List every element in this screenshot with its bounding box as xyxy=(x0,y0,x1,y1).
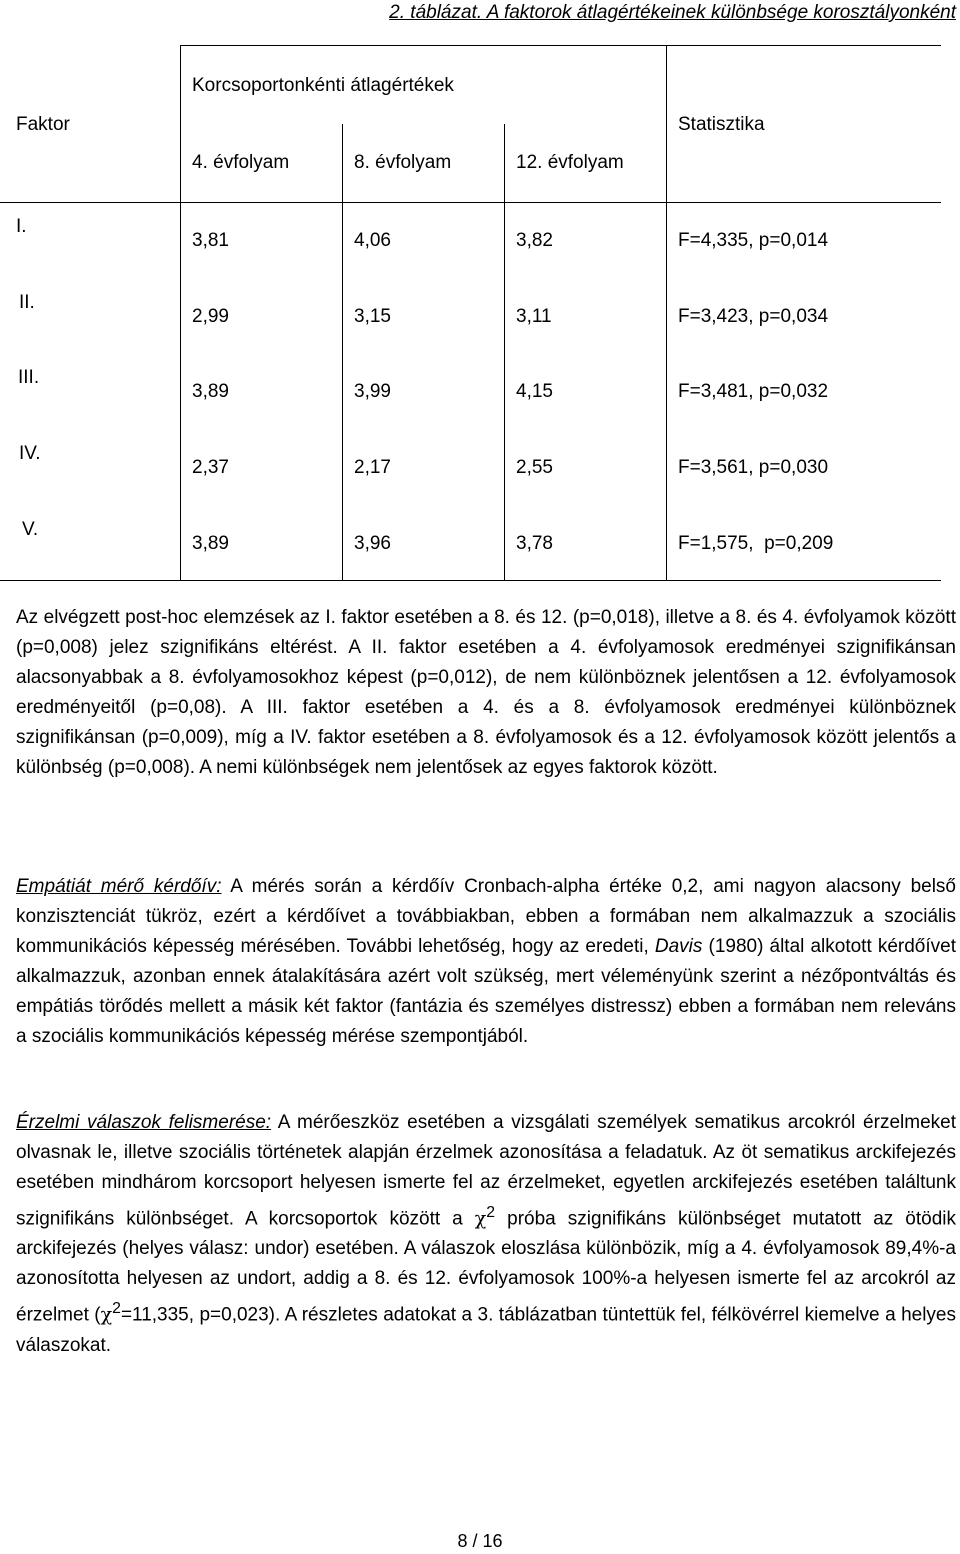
paragraph-emotion xyxy=(16,1108,956,1361)
paragraph-posthoc xyxy=(16,603,956,783)
chi-symbol: χ xyxy=(474,1207,487,1230)
table-caption: 2. táblázat. A faktorok átlagértékeinek különbsége korosztályonként xyxy=(389,2,956,23)
header-grade-8: 8. évfolyam xyxy=(354,152,452,173)
row-g4: 3,89 xyxy=(192,533,229,554)
empathy-label: Empátiát mérő kérdőív: xyxy=(16,876,222,897)
header-grade-4: 4. évfolyam xyxy=(192,152,290,173)
row-g8: 4,06 xyxy=(354,230,391,251)
page-number: 8 / 16 xyxy=(457,1531,503,1551)
chi-exponent: 2 xyxy=(486,1204,496,1221)
paragraph-empathy-text xyxy=(16,872,956,1052)
row-factor: IV. xyxy=(19,443,41,464)
paragraph-posthoc-text: Az elvégzett post-hoc elemzések az I. faktor esetében a 8. és 12. (p=0,018), illetve a 8. és 4. évfolyamok között (p=0,008) jelez szignifikáns eltérést. A II. faktor esetében a 4. évfolyamosok eredményei szignifikánsan alacsonyabbak a 8. évfolyamosokhoz képest (p=0,012), de nem különböznek jelentősen a 12. évfolyamosok eredményeitől (p=0,08). A III. faktor esetében a 4. és a 8. évfolyamosok eredményei különböznek szignifikánsan (p=0,009), míg a IV. faktor esetében a 8. évfolyamosok és a 12. évfolyamosok között jelentős a különbség (p=0,008). A nemi különbségek nem jelentősek az egyes faktorok között. xyxy=(16,607,956,778)
row-stat: F=3,423, p=0,034 xyxy=(678,306,829,327)
row-g12: 3,11 xyxy=(516,306,552,327)
row-stat: F=3,561, p=0,030 xyxy=(678,457,829,478)
empathy-text-b: (1980) által alkotott kérdőívet alkalmazzuk, azonban ennek átalakítására azért volt szükség, mert véleményünk szerint a nézőpontváltás és empátiás törődés mellett a másik két faktor (fantázia és személyes distressz) ebben a formában nem releváns a szociális kommunikációs képesség mérése szempontjából. xyxy=(16,936,956,1047)
row-g8: 3,99 xyxy=(354,381,391,402)
row-stat: F=4,335, p=0,014 xyxy=(678,230,829,251)
header-factor: Faktor xyxy=(16,114,70,135)
row-factor: V. xyxy=(22,519,39,540)
row-stat: F=3,481, p=0,032 xyxy=(678,381,829,402)
row-g12: 2,55 xyxy=(516,457,553,478)
table-top-border xyxy=(180,45,941,46)
table-divider-g4 xyxy=(342,124,343,580)
row-factor: I. xyxy=(16,216,27,237)
table-header-border xyxy=(0,202,941,203)
chi-exponent: 2 xyxy=(112,1300,121,1318)
table-divider-stat xyxy=(666,45,667,580)
chi-symbol: χ xyxy=(100,1303,113,1326)
row-g12: 3,78 xyxy=(516,533,553,554)
row-g4: 3,81 xyxy=(192,230,229,251)
row-g8: 3,15 xyxy=(354,306,391,327)
emotion-label: Érzelmi válaszok felismerése: xyxy=(16,1112,272,1133)
table-divider-g8 xyxy=(504,124,505,580)
row-g4: 3,89 xyxy=(192,381,229,402)
header-grade-12: 12. évfolyam xyxy=(516,152,624,173)
row-g8: 3,96 xyxy=(354,533,391,554)
row-factor: III. xyxy=(18,367,40,388)
row-g4: 2,99 xyxy=(192,306,229,327)
row-stat: F=1,575, p=0,209 xyxy=(678,533,834,554)
paragraph-emotion-text xyxy=(16,1108,956,1361)
emotion-text-b: próba szignifikáns különbséget mutatott az ötödik arckifejezés (helyes válasz: undor) esetében. A válaszok eloszlása különbözik, míg a 4. évfolyamosok 89,4%-a azonosította helyesen az undort, addig a 8. és 12. évfolyamosok 100%-a helyesen ismerte fel az arcokról az érzelmet ( xyxy=(16,1208,957,1326)
empathy-text-a: A mérés során a kérdőív Cronbach-alpha értéke 0,2, ami nagyon alacsony belső konzisztenciát tükröz, ezért a kérdőívet a továbbiakban, ebben a formában nem alkalmazzuk a szociális kommunikációs képesség mérésében. További lehetőség, hogy az eredeti, xyxy=(16,876,956,957)
row-g8: 2,17 xyxy=(354,457,391,478)
row-factor: II. xyxy=(19,292,35,313)
header-statistics: Statisztika xyxy=(678,114,765,135)
row-g12: 4,15 xyxy=(516,381,553,402)
author-name: Davis xyxy=(654,936,703,957)
emotion-text-c: =11,335, p=0,023). A részletes adatokat a 3. táblázatban tüntettük fel, félkövérrel kiemelve a helyes válaszokat. xyxy=(16,1304,956,1356)
paragraph-empathy xyxy=(16,872,956,1052)
row-g4: 2,37 xyxy=(192,457,229,478)
row-g12: 3,82 xyxy=(516,230,553,251)
emotion-text-a: A mérőeszköz esetében a vizsgálati személyek sematikus arcokról érzelmeket olvasnak le, illetve szociális történetek alapján érzelmek azonosítása a feladatuk. Az öt sematikus arckifejezés esetében mindhárom korcsoport helyesen ismerte fel az érzelmeket, egyetlen arckifejezés esetében találtunk szignifikáns különbséget. A korcsoportok között a xyxy=(16,1112,956,1230)
table-divider-factor xyxy=(180,45,181,580)
header-group: Korcsoportonkénti átlagértékek xyxy=(192,75,454,96)
table-bottom-border xyxy=(0,580,941,581)
